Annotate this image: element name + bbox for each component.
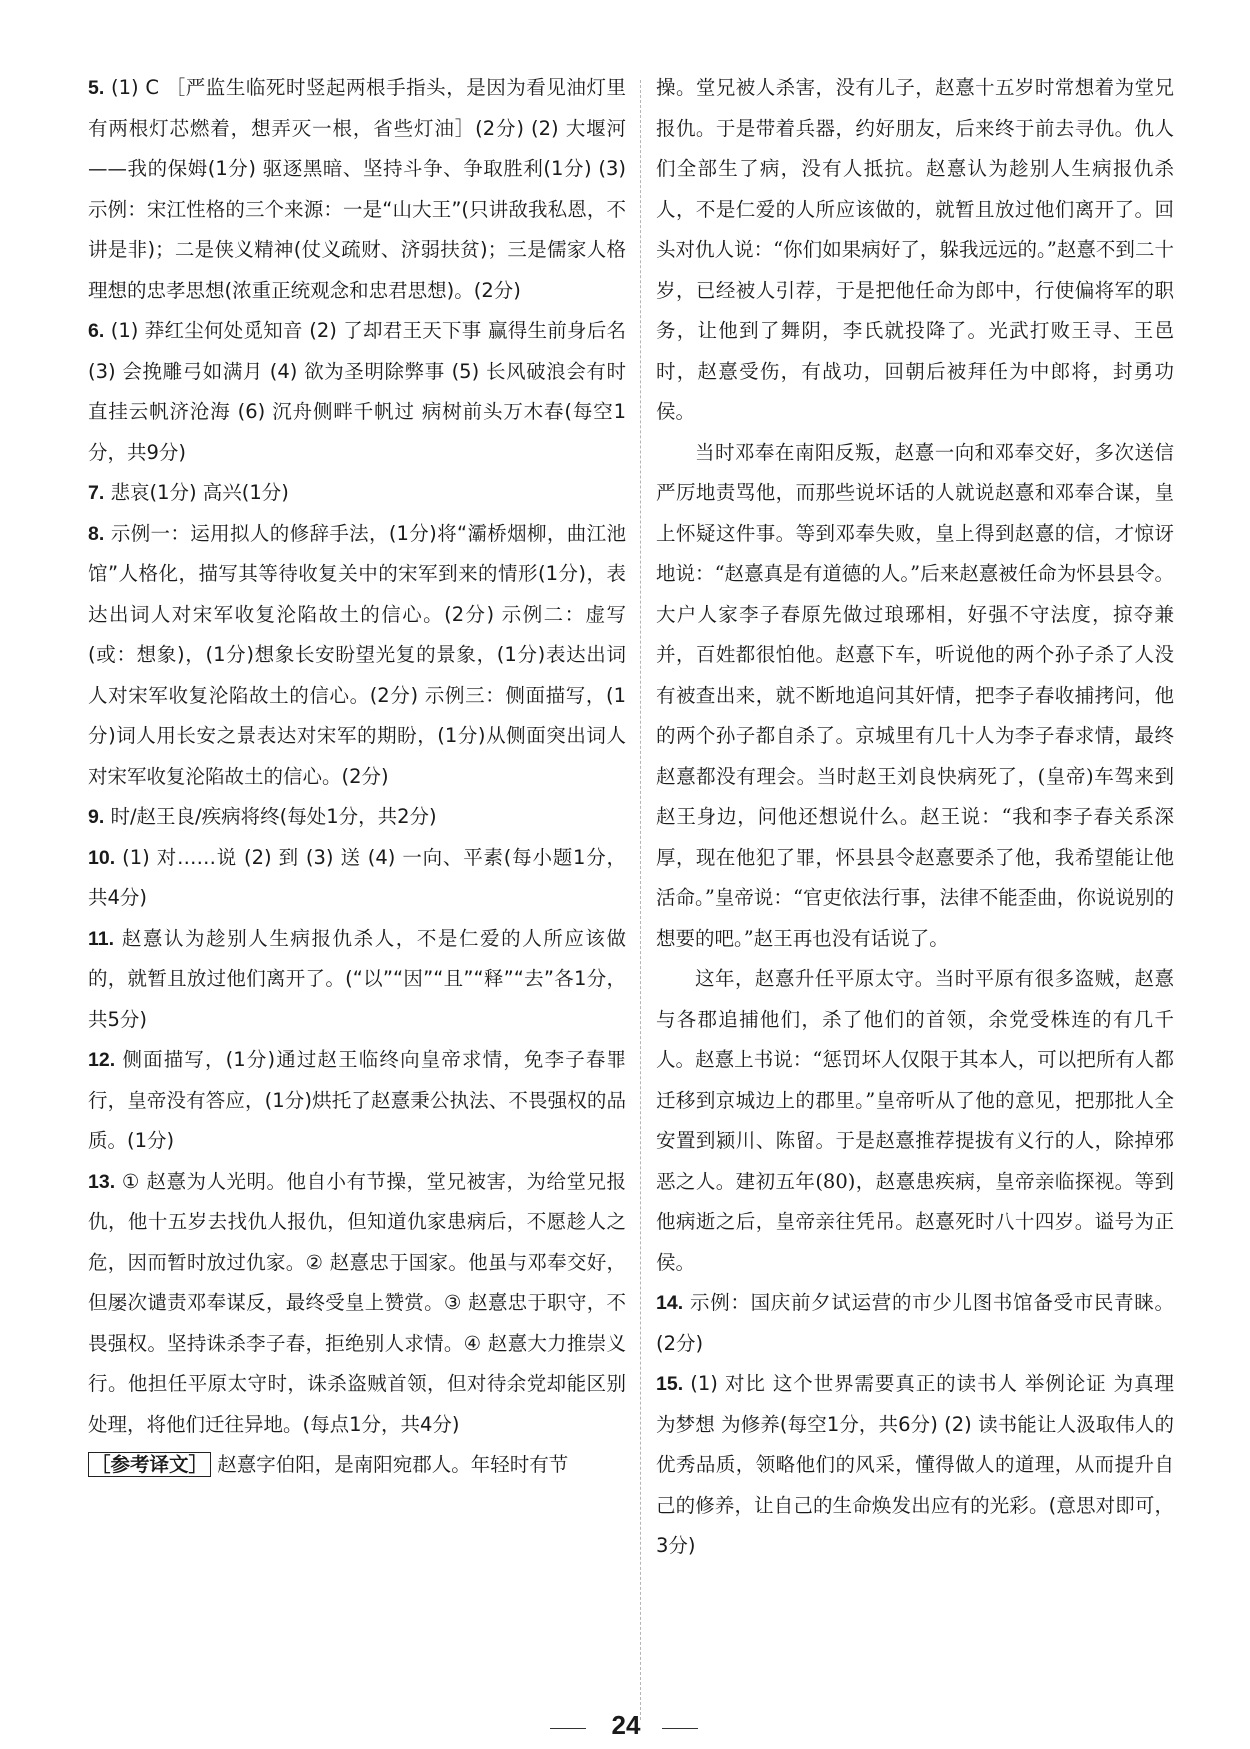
answer-text: 示例：国庆前夕试运营的市少儿图书馆备受市民青睐。(2分) bbox=[656, 1291, 1174, 1355]
footer-rule-right bbox=[662, 1728, 698, 1729]
footer-rule-left bbox=[550, 1728, 586, 1729]
answer-text: (1) 对……说 (2) 到 (3) 送 (4) 一向、平素(每小题1分，共4分) bbox=[88, 845, 626, 909]
translation-text: 赵憙字伯阳，是南阳宛郡人。年轻时有节 bbox=[217, 1453, 569, 1476]
answer-8 bbox=[88, 514, 626, 798]
question-number: 5. bbox=[88, 77, 105, 99]
question-number: 13. bbox=[88, 1170, 116, 1193]
answer-13 bbox=[88, 1162, 626, 1446]
answer-10 bbox=[88, 838, 626, 919]
page-number: 24 bbox=[611, 1710, 641, 1740]
answer-12 bbox=[88, 1040, 626, 1162]
question-number: 14. bbox=[656, 1292, 684, 1314]
question-number: 15. bbox=[656, 1373, 684, 1395]
answer-text: 侧面描写，(1分)通过赵王临终向皇帝求情，免李子春罪行，皇帝没有答应，(1分)烘托了赵憙秉公执法、不畏强权的品质。(1分) bbox=[88, 1048, 626, 1152]
reference-translation-label: ［参考译文］ bbox=[88, 1452, 211, 1477]
translation-paragraph-2: 当时邓奉在南阳反叛，赵憙一向和邓奉交好，多次送信严厉地责骂他，而那些说坏话的人就说赵憙和邓奉合谋，皇上怀疑这件事。等到邓奉失败，皇上得到赵憙的信，才惊讶地说：“赵憙真是有道德的人。”后来赵憙被任命为怀县县令。大户人家李子春原先做过琅琊相，好强不守法度，掠夺兼并，百姓都很怕他。赵憙下车，听说他的两个孙子杀了人没有被查出来，就不断地追问其奸情，把李子春收捕拷问，他的两个孙子都自杀了。京城里有几十人为李子春求情，最终赵憙都没有理会。当时赵王刘良快病死了，(皇帝)车驾来到赵王身边，问他还想说什么。赵王说：“我和李子春关系深厚，现在他犯了罪，怀县县令赵憙要杀了他，我希望能让他活命。”皇帝说：“官吏依法行事，法律不能歪曲，你说说别的想要的吧。”赵王再也没有话说了。 bbox=[656, 440, 1174, 950]
question-number: 7. bbox=[88, 482, 105, 504]
answer-text: 赵憙认为趁别人生病报仇杀人，不是仁爱的人所应该做的，就暂且放过他们离开了。(“以”“因”“且”“释”“去”各1分，共5分) bbox=[88, 926, 626, 1031]
answer-text: (1) C ［严监生临死时竖起两根手指头，是因为看见油灯里有两根灯芯燃着，想弄灭一根，省些灯油］(2分) (2) 大堰河——我的保姆(1分) 驱逐黑暗、坚持斗争、争取胜利(1分) (3) 示例：宋江性格的三个来源：一是“山大王”(只讲敌我私恩，不讲是非)；二是侠义精神(仗义疏财、济弱扶贫)；三是儒家人格理想的忠孝思想(浓重正统观念和忠君思想)。(2分) bbox=[88, 76, 626, 302]
question-number: 12. bbox=[88, 1049, 116, 1071]
question-number: 6. bbox=[88, 320, 105, 342]
answer-text: (1) 对比 这个世界需要真正的读书人 举例论证 为真理 为梦想 为修养(每空1分，共6分) (2) 读书能让人汲取伟人的优秀品质，领略他们的风采，懂得做人的道理，从而提升自己的修养，让自己的生命焕发出应有的光彩。(意思对即可，3分) bbox=[656, 1372, 1174, 1557]
question-number: 8. bbox=[88, 522, 105, 545]
question-number: 10. bbox=[88, 846, 116, 869]
answer-text: 示例一：运用拟人的修辞手法，(1分)将“灞桥烟柳，曲江池馆”人格化，描写其等待收复关中的宋军到来的情形(1分)，表达出词人对宋军收复沦陷故土的信心。(2分) 示例二：虚写(或：想象)，(1分)想象长安盼望光复的景象，(1分)表达出词人对宋军收复沦陷故土的信心。(2分) 示例三：侧面描写，(1分)词人用长安之景表达对宋军的期盼，(1分)从侧面突出词人对宋军收复沦陷故土的信心。(2分) bbox=[88, 521, 626, 788]
column-divider bbox=[640, 80, 641, 1720]
question-number: 9. bbox=[88, 806, 105, 828]
answer-15 bbox=[656, 1364, 1174, 1567]
translation-paragraph-3: 这年，赵憙升任平原太守。当时平原有很多盗贼，赵憙与各郡追捕他们，杀了他们的首领，余党受株连的有几千人。赵憙上书说：“惩罚坏人仅限于其本人，可以把所有人都迁移到京城边上的郡里。”皇帝听从了他的意见，把那批人全安置到颍川、陈留。于是赵憙推荐提拔有义行的人，除掉邪恶之人。建初五年(80)，赵憙患疾病，皇帝亲临探视。等到他病逝之后，皇帝亲往凭吊。赵憙死时八十四岁。谥号为正侯。 bbox=[656, 967, 1174, 1274]
answer-14 bbox=[656, 1283, 1174, 1364]
answer-text: (1) 莽红尘何处觅知音 (2) 了却君王天下事 赢得生前身后名 (3) 会挽雕弓如满月 (4) 欲为圣明除弊事 (5) 长风破浪会有时 直挂云帆济沧海 (6) 沉舟侧畔千帆过 病树前头万木春(每空1分，共9分) bbox=[88, 319, 626, 464]
answer-text: 悲哀(1分) 高兴(1分) bbox=[110, 481, 289, 504]
translation-paragraph-1: 操。堂兄被人杀害，没有儿子，赵憙十五岁时常想着为堂兄报仇。于是带着兵器，约好朋友，后来终于前去寻仇。仇人们全部生了病，没有人抵抗。赵憙认为趁别人生病报仇杀人，不是仁爱的人所应该做的，就暂且放过他们离开了。回头对仇人说：“你们如果病好了，躲我远远的。”赵憙不到二十岁，已经被人引荐，于是把他任命为郎中，行使偏将军的职务，让他到了舞阴，李氏就投降了。光武打败王寻、王邑时，赵憙受伤，有战功，回朝后被拜任为中郎将，封勇功侯。 bbox=[656, 76, 1174, 423]
answer-5 bbox=[88, 68, 626, 311]
answer-7 bbox=[88, 473, 626, 514]
answer-text: 时/赵王良/疾病将终(每处1分，共2分) bbox=[110, 805, 437, 828]
translation-intro bbox=[88, 1445, 626, 1486]
question-number: 11. bbox=[88, 927, 115, 950]
answer-6 bbox=[88, 311, 626, 473]
right-column bbox=[656, 68, 1174, 1567]
answer-11 bbox=[88, 919, 626, 1041]
left-column bbox=[88, 68, 626, 1486]
answer-9 bbox=[88, 797, 626, 838]
answer-text: ① 赵憙为人光明。他自小有节操，堂兄被害，为给堂兄报仇，他十五岁去找仇人报仇，但知道仇家患病后，不愿趁人之危，因而暂时放过仇家。② 赵憙忠于国家。他虽与邓奉交好，但屡次谴责邓奉谋反，最终受皇上赞赏。③ 赵憙忠于职守，不畏强权。坚持诛杀李子春，拒绝别人求情。④ 赵憙大力推崇义行。他担任平原太守时，诛杀盗贼首领，但对待余党却能区别处理，将他们迁往异地。(每点1分，共4分) bbox=[88, 1169, 626, 1436]
